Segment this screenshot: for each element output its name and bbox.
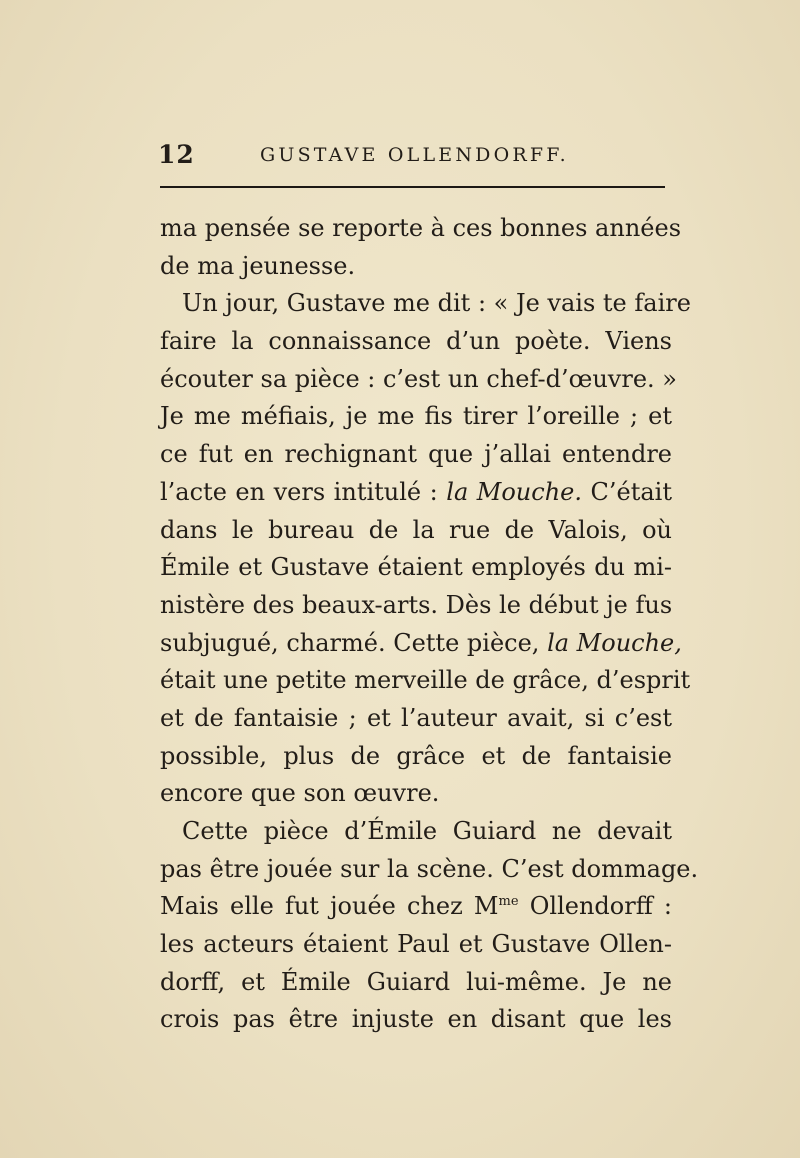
text-line: subjugué, charmé. Cette pièce, la Mouche, (160, 628, 682, 657)
text-line: dorff, et Émile Guiard lui-même. Je ne (160, 967, 672, 996)
text-line: Un jour, Gustave me dit : « Je vais te faire (182, 289, 691, 318)
italic-title: la Mouche. (446, 477, 582, 506)
running-title: GUSTAVE OLLENDORFF. (260, 144, 569, 166)
text-line: Cette pièce d’Émile Guiard ne devait (182, 817, 672, 845)
text-line: encore que son œuvre. (160, 779, 440, 808)
text-line: Mais elle fut jouée chez $M^{me}$ Ollendorff : (160, 892, 672, 921)
running-head (158, 140, 668, 174)
text-line: les acteurs étaient Paul et Gustave Ollen- (160, 930, 672, 959)
page-number: 12 (158, 140, 195, 169)
text-line: ce fut en rechignant que j’allai entendre (160, 440, 672, 469)
text-line: était une petite merveille de grâce, d’esprit (160, 666, 691, 695)
text-line: pas être jouée sur la scène. C’est dommage. (160, 854, 699, 883)
text-line: l’acte en vers intitulé : la Mouche. C’était (160, 477, 672, 506)
text-line: nistère des beaux-arts. Dès le début je fus (160, 590, 673, 619)
superscript: me (498, 894, 519, 910)
text-line: crois pas être injuste en disant que les (160, 1005, 672, 1034)
text-line: ma pensée se reporte à ces bonnes années (160, 214, 682, 242)
body-text (160, 210, 699, 1039)
text-line: écouter sa pièce : c’est un chef-d’œuvre. » (160, 364, 677, 393)
text-line: Je me méfiais, je me fis tirer l’oreille ; et (160, 402, 672, 431)
text-line: dans le bureau de la rue de Valois, où (160, 515, 672, 544)
text-line: possible, plus de grâce et de fantaisie (160, 741, 672, 770)
text-line: et de fantaisie ; et l’auteur avait, si c’est (160, 703, 672, 732)
italic-title: la Mouche, (547, 628, 682, 657)
text-line: de ma jeunesse. (160, 251, 356, 280)
text-line: Émile et Gustave étaient employés du mi- (160, 553, 672, 582)
text-line: faire la connaissance d’un poète. Viens (160, 327, 672, 356)
header-rule (160, 186, 665, 188)
